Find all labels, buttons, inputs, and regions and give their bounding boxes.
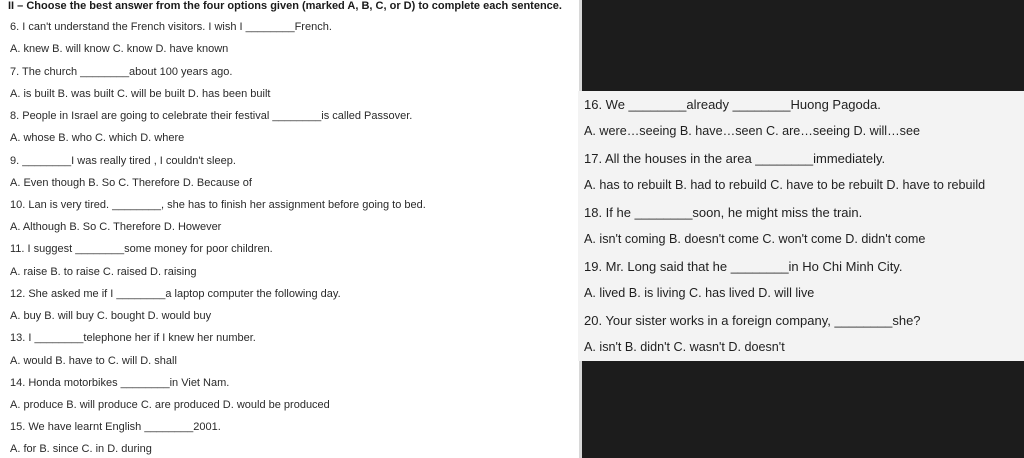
options-16: A. were…seeing B. have…seen C. are…seeing D. will…see bbox=[584, 124, 920, 138]
options-8: A. whose B. who C. which D. where bbox=[10, 132, 185, 144]
options-18: A. isn't coming B. doesn't come C. won't come D. didn't come bbox=[584, 232, 926, 246]
options-20: A. isn't B. didn't C. wasn't D. doesn't bbox=[584, 340, 785, 354]
question-9: 9. ________I was really tired , I couldn't sleep. bbox=[10, 155, 236, 167]
question-10: 10. Lan is very tired. ________, she has to finish her assignment before going to bed. bbox=[10, 199, 426, 211]
question-11: 11. I suggest ________some money for poor children. bbox=[10, 243, 273, 255]
section-heading: II – Choose the best answer from the four options given (marked A, B, C, or D) to complete each sentence. bbox=[8, 0, 562, 12]
question-19: 19. Mr. Long said that he ________in Ho Chi Minh City. bbox=[584, 259, 903, 274]
options-19: A. lived B. is living C. has lived D. will live bbox=[584, 286, 815, 300]
options-7: A. is built B. was built C. will be built D. has been built bbox=[10, 88, 271, 100]
question-8: 8. People in Israel are going to celebrate their festival ________is called Passover. bbox=[10, 110, 413, 122]
right-exercise-panel bbox=[578, 91, 1024, 361]
options-9: A. Even though B. So C. Therefore D. Because of bbox=[10, 177, 252, 189]
question-6: 6. I can't understand the French visitors. I wish I ________French. bbox=[10, 21, 332, 33]
question-18: 18. If he ________soon, he might miss the train. bbox=[584, 205, 863, 220]
question-15: 15. We have learnt English ________2001. bbox=[10, 421, 221, 433]
options-17: A. has to rebuilt B. had to rebuild C. have to be rebuilt D. have to rebuild bbox=[584, 178, 986, 192]
question-17: 17. All the houses in the area ________immediately. bbox=[584, 151, 886, 166]
question-7: 7. The church ________about 100 years ago. bbox=[10, 66, 233, 78]
options-6: A. knew B. will know C. know D. have known bbox=[10, 43, 229, 55]
question-14: 14. Honda motorbikes ________in Viet Nam. bbox=[10, 377, 230, 389]
question-20: 20. Your sister works in a foreign company, ________she? bbox=[584, 313, 921, 328]
options-14: A. produce B. will produce C. are produced D. would be produced bbox=[10, 399, 330, 411]
options-15: A. for B. since C. in D. during bbox=[10, 443, 152, 455]
options-10: A. Although B. So C. Therefore D. However bbox=[10, 221, 222, 233]
question-13: 13. I ________telephone her if I knew her number. bbox=[10, 332, 256, 344]
options-13: A. would B. have to C. will D. shall bbox=[10, 355, 177, 367]
question-16: 16. We ________already ________Huong Pagoda. bbox=[584, 97, 881, 112]
options-11: A. raise B. to raise C. raised D. raising bbox=[10, 266, 197, 278]
question-12: 12. She asked me if I ________a laptop computer the following day. bbox=[10, 288, 341, 300]
options-12: A. buy B. will buy C. bought D. would buy bbox=[10, 310, 212, 322]
